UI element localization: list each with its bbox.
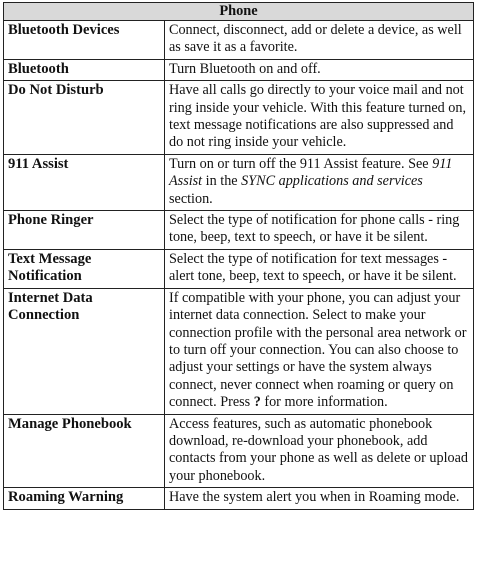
table-row [4,59,474,80]
description-text: Select the type of notification for text messages - alert tone, beep, text to speech, or have it be silent. [169,250,457,285]
table-row [4,81,474,155]
setting-description-bluetooth-devices [165,21,474,60]
phone-settings-table [3,2,474,510]
description-text: Turn Bluetooth on and off. [169,60,321,77]
table-title: Phone [4,3,474,21]
setting-description-roaming-warning [165,488,474,509]
table-row [4,288,474,414]
description-text: Turn on or turn off the 911 Assist feature. See [169,155,433,172]
description-text: in the [202,173,242,190]
help-key-symbol: ? [253,394,261,411]
table-row [4,249,474,288]
table-row [4,414,474,488]
table-row [4,154,474,210]
setting-name-bluetooth: Bluetooth [4,59,165,80]
table-row [4,211,474,250]
setting-name-text-message-notification: Text Message Notification [4,249,165,288]
setting-description-911-assist [165,154,474,210]
setting-description-manage-phonebook [165,414,474,488]
description-text: section. [169,190,213,207]
description-text: Select the type of notification for phone calls - ring tone, beep, text to speech, or have it be silent. [169,212,460,246]
setting-description-phone-ringer [165,211,474,250]
setting-description-text-message-notification [165,249,474,288]
description-text: If compatible with your phone, you can adjust your internet data connection. Select to make your connection profile with the personal area network or to turn off your connection. You can also choose to adjust your settings or have the system always connect, never connect when roaming or query on connect. Press [169,289,467,411]
setting-description-bluetooth [165,59,474,80]
cross-reference-911-assist: 911 Assist [169,155,453,190]
description-text: for more information. [260,394,388,411]
table-row [4,21,474,60]
description-text: Connect, disconnect, add or delete a device, as well as save it as a favorite. [169,22,462,56]
setting-name-roaming-warning: Roaming Warning [4,488,165,509]
description-text: Have all calls go directly to your voice mail and not ring inside your vehicle. With this feature turned on, text message notifications are also suppressed and do not ring inside your vehicle. [169,82,467,151]
setting-name-internet-data-connection: Internet Data Connection [4,288,165,414]
cross-reference-sync-applications: SYNC applications and services [241,173,423,190]
setting-name-do-not-disturb: Do Not Disturb [4,81,165,155]
table-row [4,488,474,509]
description-text: Access features, such as automatic phonebook download, re-download your phonebook, add contacts from your phone as well as delete or upload your phonebook. [169,415,469,484]
setting-description-internet-data-connection [165,288,474,414]
setting-name-phone-ringer: Phone Ringer [4,211,165,250]
setting-name-bluetooth-devices: Bluetooth Devices [4,21,165,60]
setting-name-manage-phonebook: Manage Phonebook [4,414,165,488]
setting-description-do-not-disturb [165,81,474,155]
table-header-row [4,3,474,21]
setting-name-911-assist: 911 Assist [4,154,165,210]
description-text: Have the system alert you when in Roaming mode. [169,489,460,506]
